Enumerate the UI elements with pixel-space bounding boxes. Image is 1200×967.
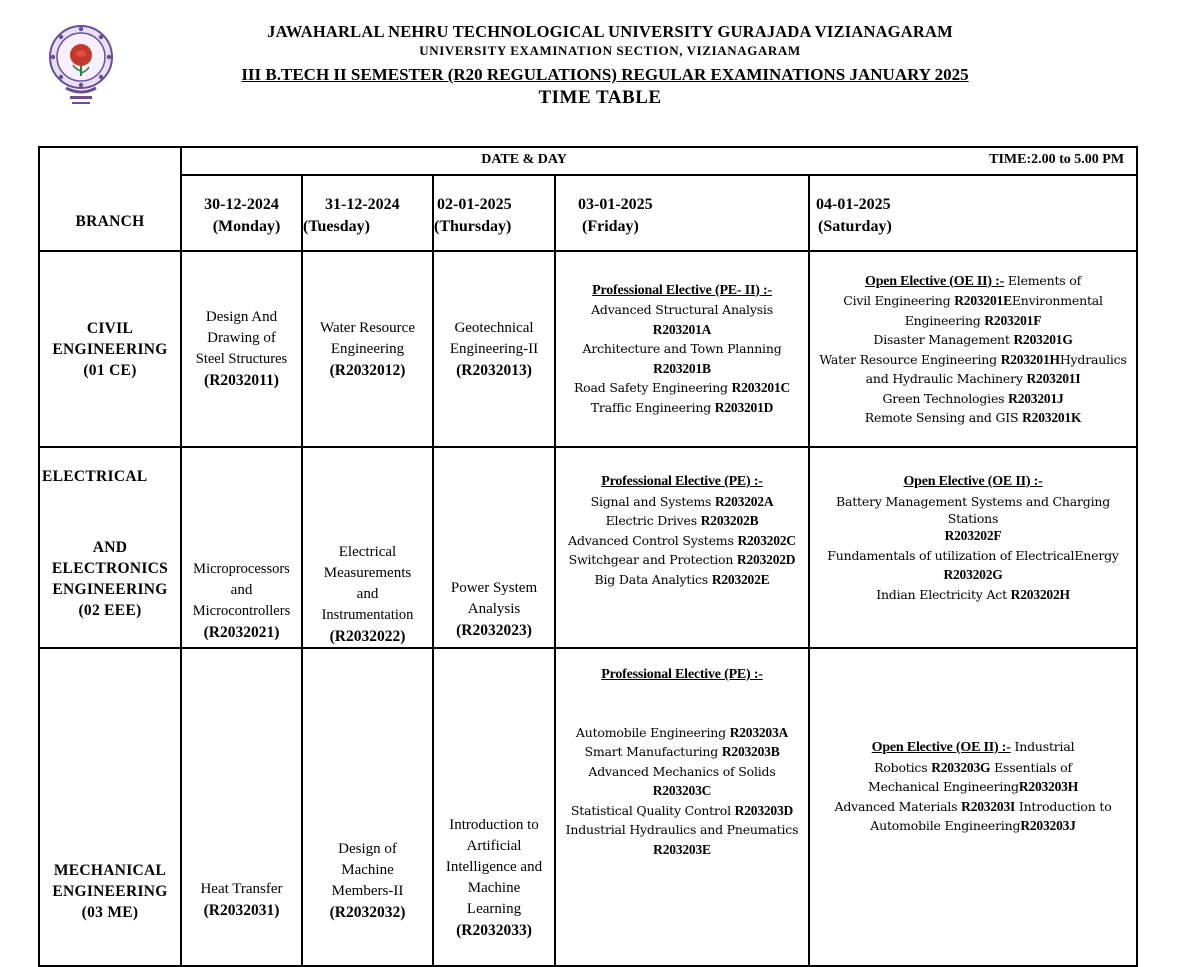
cell-text: Elements of [1004, 272, 1082, 288]
exam-section-name: UNIVERSITY EXAMINATION SECTION, VIZIANAGARAM [419, 43, 801, 58]
course-code: R203201F [984, 312, 1042, 328]
course-code: R203201J [1008, 390, 1064, 406]
subject-cell [433, 447, 555, 648]
cell-text: Essentials of [990, 759, 1072, 775]
page-title: TIME TABLE [538, 87, 662, 108]
elective-heading: Open Elective (OE II) :- [871, 740, 1011, 755]
cell-text: (R2032011) [204, 372, 279, 389]
cell-text: Green Technologies [882, 390, 1009, 406]
course-code: R203201E [954, 293, 1012, 308]
subject-cell [302, 251, 433, 447]
course-code: R203203G [931, 759, 991, 775]
course-code: R203203A [729, 724, 789, 740]
cell-text: (R2032023) [456, 622, 532, 639]
course-code: R203203J [1020, 818, 1076, 833]
cell-text: Traffic Engineering [590, 399, 715, 415]
cell-text: (R2032032) [329, 904, 406, 921]
cell-text: Drawing of [207, 330, 276, 346]
elective-heading: Professional Elective (PE- II) :- [592, 282, 772, 298]
open-elective-cell [809, 648, 1137, 966]
course-code: R203201B [653, 360, 711, 376]
date: 04-01-2025 [816, 196, 891, 213]
elective-heading: Professional Elective (PE) :- [601, 474, 763, 489]
cell-text: Automobile Engineering [870, 818, 1021, 833]
date-cell [433, 175, 555, 251]
cell-text: (01 CE) [83, 361, 137, 379]
open-elective-cell [809, 251, 1137, 447]
course-code: R203201A [652, 321, 712, 337]
cell-text: Architecture and Town Planning [582, 341, 782, 357]
date-cell [555, 175, 809, 251]
course-code: R203201H [1000, 351, 1060, 367]
cell-text: Heat Transfer [200, 881, 283, 897]
course-code: R203203C [652, 783, 712, 798]
date-cell [809, 175, 1137, 251]
cell-text: Instrumentation [321, 607, 414, 623]
cell-text: Stations [947, 511, 999, 526]
cell-text: Signal and Systems [590, 493, 715, 509]
cell-text: Environmental [1011, 293, 1103, 308]
date-day-header [181, 147, 1137, 175]
cell-text: Power System [450, 580, 538, 596]
day: (Saturday) [818, 218, 892, 235]
course-code: R203203B [721, 744, 780, 759]
cell-text: Battery Management Systems and Charging [836, 493, 1111, 509]
cell-text: Learning [466, 901, 522, 917]
cell-text: Indian Electricity Act [876, 586, 1011, 602]
table-row [39, 447, 1137, 648]
elective-heading: Open Elective (OE II) :- [865, 273, 1005, 289]
subject-cell [181, 251, 302, 447]
course-code: R203202A [715, 493, 774, 509]
elective-heading: Open Elective (OE II) :- [903, 474, 1043, 489]
branch-cell [39, 251, 181, 447]
cell-text: Design of [338, 841, 397, 857]
cell-text: AND [92, 539, 128, 556]
cell-text: Automobile Engineering [575, 724, 730, 740]
cell-text: ELECTRONICS [51, 560, 169, 577]
professional-elective-cell [555, 648, 809, 966]
cell-text: Fundamentals of utilization of ElectricalEnergy [827, 547, 1119, 563]
cell-text: Advanced Materials [834, 798, 962, 814]
date-cell [181, 175, 302, 251]
elective-heading: Professional Elective (PE) :- [601, 667, 763, 682]
course-code: R203202B [700, 513, 759, 528]
cell-text: Advanced Control Systems [568, 532, 738, 548]
course-code: R203203D [734, 802, 794, 818]
subject-cell [433, 251, 555, 447]
cell-text: Microprocessors [193, 561, 290, 577]
cell-text: Measurements [323, 565, 412, 581]
cell-text: Introduction to [449, 817, 539, 833]
cell-text: Industrial Hydraulics and Pneumatics [565, 822, 799, 837]
cell-text: Disaster Management [873, 332, 1014, 347]
cell-text: (R2032022) [329, 628, 406, 645]
cell-text: Machine [467, 880, 521, 896]
professional-elective-cell [555, 251, 809, 447]
cell-text: Water Resource Engineering [819, 351, 1001, 367]
course-code: R203202H [1010, 586, 1070, 602]
cell-text: Engineering [330, 340, 405, 357]
branch-cell [39, 447, 181, 648]
date: 30-12-2024 [204, 196, 279, 213]
cell-text: and Hydraulic Machinery [865, 371, 1027, 386]
course-code: R203203I [961, 798, 1016, 814]
course-code: R203202G [943, 567, 1003, 582]
cell-text: Microcontrollers [192, 603, 291, 619]
cell-text: Electric Drives [605, 513, 701, 528]
course-code: R203201C [731, 380, 791, 396]
cell-text: (R2032021) [203, 624, 280, 641]
branch-header [39, 147, 181, 251]
branch-cell [39, 648, 181, 966]
cell-text: Engineering-II [449, 340, 539, 357]
cell-text: Advanced Mechanics of Solids [588, 763, 776, 779]
cell-text: Design And [205, 309, 278, 325]
course-code: R203203H [1018, 779, 1079, 794]
open-elective-cell [809, 447, 1137, 648]
cell-text: Steel Structures [195, 351, 288, 367]
cell-text: Civil Engineering [843, 293, 955, 308]
day: (Thursday) [434, 218, 512, 235]
exam-time: TIME:2.00 to 5.00 PM [989, 152, 1125, 167]
date-cell [302, 175, 433, 251]
day: (Monday) [212, 218, 281, 235]
subject-cell [433, 648, 555, 966]
cell-text: and [356, 586, 379, 602]
subject-cell [302, 648, 433, 966]
cell-text: ENGINEERING [52, 883, 168, 900]
cell-text: and [230, 582, 253, 598]
cell-text: Hydraulics [1059, 351, 1127, 367]
cell-text: (02 EEE) [78, 602, 142, 619]
cell-text: Statistical Quality Control [570, 802, 735, 818]
date: 31-12-2024 [325, 196, 400, 213]
cell-text: ENGINEERING [52, 340, 168, 358]
course-code: R203201K [1022, 410, 1082, 425]
subject-cell [181, 447, 302, 648]
course-code: R203202F [944, 528, 1002, 543]
table-row [39, 251, 1137, 447]
course-code: R203202D [736, 552, 796, 567]
date-day-label: DATE & DAY [481, 152, 567, 167]
professional-elective-cell [555, 447, 809, 648]
cell-text: (R2032031) [203, 902, 280, 919]
cell-text: Remote Sensing and GIS [864, 410, 1023, 425]
course-code: R203201I [1026, 371, 1081, 386]
subject-cell [302, 447, 433, 648]
course-code: R203202C [737, 532, 796, 548]
cell-text: BRANCH [75, 212, 145, 230]
cell-text: Water Resource [320, 319, 415, 336]
table-row [39, 648, 1137, 966]
time-table [38, 146, 1138, 967]
cell-text: Smart Manufacturing [584, 744, 722, 759]
course-code: R203201D [714, 399, 774, 415]
cell-text: Machine [341, 862, 394, 878]
subject-cell [181, 648, 302, 966]
day: (Friday) [582, 218, 639, 235]
cell-text: ENGINEERING [52, 581, 168, 598]
cell-text: Industrial [1010, 739, 1075, 754]
course-code: R203203E [653, 841, 711, 857]
cell-text: Big Data Analytics [594, 571, 712, 587]
cell-text: (R2032013) [456, 361, 532, 379]
date: 02-01-2025 [437, 196, 512, 213]
cell-text: Geotechnical [454, 319, 534, 336]
course-code: R203201G [1013, 332, 1073, 347]
cell-text: CIVIL [86, 319, 134, 337]
cell-text: Electrical [338, 544, 397, 560]
cell-text: Advanced Structural Analysis [591, 302, 773, 318]
cell-text: Members-II [331, 883, 404, 899]
exam-title: III B.TECH II SEMESTER (R20 REGULATIONS) REGULAR EXAMINATIONS JANUARY 2025 [241, 65, 969, 84]
date: 03-01-2025 [578, 196, 653, 213]
cell-text: (03 ME) [81, 904, 139, 921]
cell-text: Artificial [466, 838, 522, 854]
university-name: JAWAHARLAL NEHRU TECHNOLOGICAL UNIVERSITY GURAJADA VIZIANAGARAM [267, 22, 953, 41]
cell-text: ELECTRICAL [42, 468, 148, 485]
cell-text: Analysis [467, 601, 521, 617]
day: (Tuesday) [303, 218, 370, 235]
cell-text: Mechanical Engineering [868, 779, 1019, 794]
cell-text: (R2032012) [329, 361, 406, 379]
course-code: R203202E [711, 571, 770, 587]
cell-text: Switchgear and Protection [568, 552, 737, 567]
cell-text: Introduction to [1015, 798, 1112, 814]
cell-text: MECHANICAL [53, 862, 167, 879]
cell-text: Engineering [904, 312, 985, 328]
cell-text: Intelligence and [445, 859, 543, 875]
cell-text: Robotics [874, 759, 932, 775]
cell-text: (R2032033) [456, 922, 532, 939]
cell-text: Road Safety Engineering [573, 380, 732, 396]
